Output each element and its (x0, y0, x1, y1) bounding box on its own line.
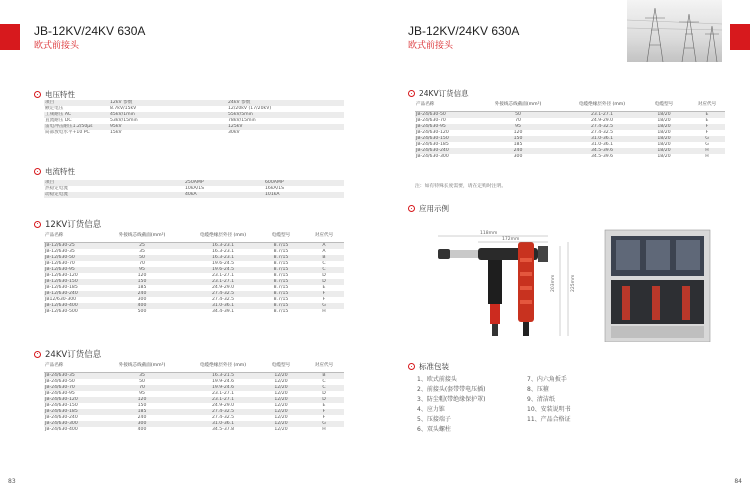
table-cell: 30kV (227, 130, 344, 136)
table-cell: 18/20 (639, 142, 689, 148)
table-cell: 8.7/15 (258, 309, 304, 315)
column-header: 外接线芯线截面(mm²) (96, 361, 188, 372)
table-cell: A (304, 249, 344, 255)
table-cell: 50 (96, 255, 188, 261)
table-row (415, 154, 725, 160)
packing-list-col1 (417, 375, 486, 435)
table-cell: D (304, 279, 344, 285)
table-cell: JB-24/630-400 (44, 427, 96, 433)
table-cell: 27.4-32.5 (565, 130, 639, 136)
table-cell: JB-24/630-50 (44, 379, 96, 385)
table-cell: JB12/630-300 (44, 297, 96, 303)
table-cell: C (304, 379, 344, 385)
table-cell: E (689, 118, 725, 124)
current-section-heading (34, 166, 75, 177)
table-cell: 8.7/15 (258, 297, 304, 303)
packing-item: 3、防尘帽(带绝缘保护罩) (417, 396, 486, 403)
power-tower-icon (627, 0, 722, 62)
table-cell: 31.0-36.1 (188, 421, 258, 427)
packing-list-col2 (527, 375, 571, 425)
table-cell: 16.3-23.1 (188, 249, 258, 255)
table-cell: JB-24/630-185 (44, 409, 96, 415)
table-cell: 动稳定电流 (44, 192, 184, 198)
table-cell: 18/20 (639, 118, 689, 124)
table-cell: 直流耐压 DC (44, 118, 109, 124)
table-cell: JB-24/630-185 (415, 142, 471, 148)
table-cell: 50 (96, 379, 188, 385)
table-cell: 19.9-24.6 (188, 379, 258, 385)
table-cell: 12/20 (258, 403, 304, 409)
table-cell: 120 (96, 397, 188, 403)
table-cell: 125kV (227, 124, 344, 130)
table-cell: 18/20 (639, 111, 689, 118)
table-cell: 600AMP (264, 180, 344, 186)
section-title: 电流特性 (45, 167, 75, 176)
table-cell: 15kV (109, 130, 227, 136)
table-cell: 150 (471, 136, 565, 142)
application-diagram (390, 222, 735, 342)
page-number: 83 (8, 478, 16, 485)
table-cell: 8.7/15 (258, 242, 304, 249)
current-table (44, 180, 344, 198)
table-cell: 31.0-36.1 (188, 303, 258, 309)
table-cell: C (304, 267, 344, 273)
table-cell: G (689, 136, 725, 142)
section-title: 24KV订货信息 (45, 350, 102, 360)
table-cell: 8.7/15 (258, 267, 304, 273)
kv12-section-heading (34, 218, 101, 230)
table-cell: 185 (96, 409, 188, 415)
table-cell: F (304, 415, 344, 421)
packing-item: 7、内六角扳手 (527, 376, 567, 383)
table-cell: 23.1-27.1 (188, 279, 258, 285)
table-cell: D (304, 391, 344, 397)
section-title: 电压特性 (45, 90, 75, 99)
table-cell: F (689, 124, 725, 130)
table-row (44, 427, 344, 433)
table-cell: JB-12/630-400 (44, 303, 96, 309)
table-cell: 12/20 (258, 409, 304, 415)
table-cell: 150 (96, 403, 188, 409)
table-cell: 项目 (44, 180, 184, 186)
column-header: 对应代号 (304, 361, 344, 372)
table-cell: 24.9-29.0 (565, 118, 639, 124)
table-cell: 185 (96, 285, 188, 291)
table-cell: A (304, 242, 344, 249)
table-cell: 27.4-32.5 (188, 297, 258, 303)
dim-label: 203mm (551, 274, 556, 292)
bullet-circle-icon (408, 363, 415, 370)
column-header: 电缆型号 (639, 100, 689, 111)
table-cell: 120 (471, 130, 565, 136)
table-cell: 250AMP (184, 180, 264, 186)
table-cell: F (304, 297, 344, 303)
table-cell: 25 (96, 242, 188, 249)
bullet-circle-icon (34, 221, 41, 228)
table-cell: B (304, 255, 344, 261)
packing-item: 9、清洁纸 (527, 396, 555, 403)
table-cell: 31.0-36.1 (565, 136, 639, 142)
table-cell: JB-12/630-185 (44, 285, 96, 291)
table-cell: 34.4-39.1 (188, 309, 258, 315)
column-header: 电缆绝缘层外径 (mm) (565, 100, 639, 111)
table-cell: 70 (96, 261, 188, 267)
table-cell: JB-24/630-70 (415, 118, 471, 124)
table-cell: 95 (471, 124, 565, 130)
table-cell: 19.6-24.5 (188, 267, 258, 273)
section-title: 标准包装 (419, 362, 449, 371)
table-cell: 8.7/15 (258, 273, 304, 279)
table-cell: JB-24/630-150 (415, 136, 471, 142)
table-cell: 18/20 (639, 154, 689, 160)
table-cell: 70 (471, 118, 565, 124)
power-tower-photo (627, 0, 722, 62)
packing-item: 5、压接端子 (417, 416, 451, 423)
table-cell: G (689, 142, 725, 148)
table-row (44, 309, 344, 315)
application-section-heading (408, 203, 449, 214)
table-cell: 18/20 (639, 136, 689, 142)
table-cell: 额定电压 (44, 106, 109, 112)
page-number: 84 (734, 478, 742, 485)
table-cell: 10kA/1S (184, 186, 264, 192)
table-cell: 70 (96, 385, 188, 391)
bullet-circle-icon (34, 91, 41, 98)
table-cell: JB-24/630-120 (415, 130, 471, 136)
table-cell: G (304, 303, 344, 309)
table-cell: 300 (471, 154, 565, 160)
page-subtitle: 欧式前接头 (34, 41, 80, 51)
table-cell: JB-12/630-150 (44, 279, 96, 285)
table-cell: 项目 (44, 100, 109, 106)
column-header: 电缆型号 (258, 361, 304, 372)
table-cell: 局部放电水平+10 PC (44, 130, 109, 136)
table-cell: H (689, 154, 725, 160)
table-cell: 16.3-23.1 (188, 242, 258, 249)
table-cell: 300 (96, 421, 188, 427)
table-cell: 23.1-27.1 (565, 111, 639, 118)
table-cell: 24.9-29.0 (188, 285, 258, 291)
table-cell: H (689, 148, 725, 154)
table-cell: JB-12/630-35 (44, 249, 96, 255)
page-title: JB-12KV/24KV 630A (34, 24, 146, 38)
packing-item: 8、压箍 (527, 386, 549, 393)
table-cell: F (304, 291, 344, 297)
table-cell: 8.7/15 (258, 249, 304, 255)
table-cell: 45kV/1min (109, 112, 227, 118)
column-header: 电缆绝缘层外径 (mm) (188, 361, 258, 372)
table-cell: 78kV/15min (227, 118, 344, 124)
table-cell: JB-24/630-95 (415, 124, 471, 130)
table-cell: 12/20 (258, 427, 304, 433)
table-row (44, 192, 344, 198)
table-cell: 27.4-32.5 (188, 291, 258, 297)
table-cell: 27.4-32.5 (188, 409, 258, 415)
section-title: 应用示例 (419, 204, 449, 213)
table-cell: JB-24/630-300 (415, 154, 471, 160)
table-cell: 12/20 (258, 391, 304, 397)
table-cell: 18/20 (639, 130, 689, 136)
table-cell: 53kV/15min (109, 118, 227, 124)
table-cell: 热稳定电流 (44, 186, 184, 192)
table-cell: JB-12/630-70 (44, 261, 96, 267)
table-cell: JB-12/630-120 (44, 273, 96, 279)
column-header: 外接线芯线截面(mm²) (96, 231, 188, 242)
table-cell: JB-24/630-120 (44, 397, 96, 403)
table-cell: 500 (96, 309, 188, 315)
table-cell: C (304, 261, 344, 267)
table-cell: 24.9-29.0 (188, 403, 258, 409)
table-cell: 240 (471, 148, 565, 154)
table-cell: 12/20 (258, 397, 304, 403)
table-cell: 12/20 (258, 421, 304, 427)
table-cell: JB-24/630-150 (44, 403, 96, 409)
table-cell: E (304, 403, 344, 409)
packing-item: 10、安装说明书 (527, 406, 571, 413)
table-cell: E (689, 111, 725, 118)
table-cell: 18/20 (639, 148, 689, 154)
table-cell: 18/20 (639, 124, 689, 130)
table-cell: JB-24/630-70 (44, 385, 96, 391)
table-cell: G (304, 421, 344, 427)
table-cell: 8.7/15 (258, 261, 304, 267)
table-cell: 95kV (109, 124, 227, 130)
table-cell: 8.7/15 (258, 279, 304, 285)
table-cell: 40kA (184, 192, 264, 198)
table-cell: JB-24/630-35 (44, 372, 96, 379)
table-header-row (44, 361, 344, 372)
table-cell: 35 (96, 249, 188, 255)
table-cell: JB-24/630-240 (415, 148, 471, 154)
table-cell: 12/20kV (17/20kV) (227, 106, 344, 112)
table-cell: D (304, 273, 344, 279)
kv24-order-table (415, 100, 725, 160)
column-header: 产品名称 (44, 361, 96, 372)
section-title: 12KV订货信息 (45, 220, 102, 230)
section-title: 24KV订货信息 (419, 89, 469, 98)
table-cell: 34.5-39.6 (565, 154, 639, 160)
page-tab-marker (730, 24, 750, 50)
table-cell: JB-24/630-300 (44, 421, 96, 427)
bullet-circle-icon (408, 90, 415, 97)
page-tab-marker (0, 24, 20, 50)
dim-label: 172mm (502, 237, 520, 242)
kv24-section-heading (34, 348, 101, 360)
table-cell: 240 (96, 415, 188, 421)
table-cell: 12/20 (258, 385, 304, 391)
dim-label: 118mm (480, 231, 498, 236)
table-cell: 8.7/15 (258, 285, 304, 291)
table-cell: 240 (96, 291, 188, 297)
table-cell: 185 (471, 142, 565, 148)
table-cell: H (304, 309, 344, 315)
table-cell: 95 (96, 391, 188, 397)
column-header: 产品名称 (44, 231, 96, 242)
table-cell: 12/20 (258, 372, 304, 379)
page-title: JB-12KV/24KV 630A (408, 24, 520, 38)
bullet-circle-icon (408, 205, 415, 212)
table-cell: 400 (96, 303, 188, 309)
table-cell: 27.4-32.5 (188, 415, 258, 421)
dim-label: 225mm (571, 274, 576, 292)
packing-item: 11、产品合格证 (527, 416, 571, 423)
table-cell: F (304, 409, 344, 415)
packing-item: 4、应力锥 (417, 406, 445, 413)
table-cell: 34.5-39.6 (565, 148, 639, 154)
column-header: 产品名称 (415, 100, 471, 111)
table-cell: JB-12/630-25 (44, 242, 96, 249)
table-header-row (44, 231, 344, 242)
switchgear-cabinet-drawing (605, 230, 710, 342)
table-cell: JB-12/630-50 (44, 255, 96, 261)
packing-item: 1、欧式前接头 (417, 376, 457, 383)
table-cell: 31.0-36.1 (565, 142, 639, 148)
table-cell: 34.5-37.8 (188, 427, 258, 433)
packing-section-heading (408, 361, 449, 372)
table-cell: JB-24/630-95 (44, 391, 96, 397)
table-cell: H (304, 427, 344, 433)
table-cell: JB-12/630-500 (44, 309, 96, 315)
table-cell: 19.9-24.6 (188, 385, 258, 391)
table-cell: 300 (96, 297, 188, 303)
right-page (375, 0, 750, 489)
packing-item: 2、前接头(套带带电压插) (417, 386, 486, 393)
voltage-table (44, 100, 344, 136)
table-cell: 24kV 参数 (227, 100, 344, 106)
bullet-circle-icon (34, 168, 41, 175)
table-cell: C (304, 385, 344, 391)
table-cell: JB-12/630-240 (44, 291, 96, 297)
kv12-order-table (44, 231, 344, 315)
table-cell: 16.3-23.1 (188, 255, 258, 261)
table-cell: E (304, 285, 344, 291)
column-header: 对应代号 (304, 231, 344, 242)
table-cell: 95 (96, 267, 188, 273)
column-header: 对应代号 (689, 100, 725, 111)
table-cell: JB-24/630-240 (44, 415, 96, 421)
table-header-row (415, 100, 725, 111)
table-cell: 35 (96, 372, 188, 379)
packing-item: 6、双头螺柱 (417, 426, 451, 433)
table-cell: 400 (96, 427, 188, 433)
table-cell: 23.1-27.1 (188, 391, 258, 397)
kv24-section-heading (408, 88, 469, 99)
table-cell: B (304, 372, 344, 379)
table-cell: 23.1-27.1 (188, 273, 258, 279)
voltage-section-heading (34, 89, 75, 100)
connector-drawing (438, 242, 548, 336)
column-header: 外接线芯线截面(mm²) (471, 100, 565, 111)
table-cell: 120 (96, 273, 188, 279)
table-cell: F (689, 130, 725, 136)
bullet-circle-icon (34, 351, 41, 358)
table-cell: 雷电冲击耐压1.2/50μs (44, 124, 109, 130)
table-cell: 8.7kV/15kV (109, 106, 227, 112)
table-cell: 55kV/5min (227, 112, 344, 118)
table-cell: JB-24/630-50 (415, 111, 471, 118)
table-cell: 12/20 (258, 379, 304, 385)
table-cell: D (304, 397, 344, 403)
table-cell: 工频耐压 AC (44, 112, 109, 118)
table-cell: 8.7/15 (258, 291, 304, 297)
table-cell: 19.6-24.5 (188, 261, 258, 267)
table-row (44, 130, 344, 136)
table-cell: 101kA (264, 192, 344, 198)
table-cell: 16.3-21.5 (188, 372, 258, 379)
table-cell: 8.7/15 (258, 255, 304, 261)
column-header: 电缆绝缘层外径 (mm) (188, 231, 258, 242)
page-subtitle: 欧式前接头 (408, 41, 454, 51)
column-header: 电缆型号 (258, 231, 304, 242)
table-cell: 150 (96, 279, 188, 285)
table-cell: 23.1-27.1 (188, 397, 258, 403)
table-cell: 27.4-32.5 (565, 124, 639, 130)
table-cell: 16kA/1S (264, 186, 344, 192)
table-cell: 12kV 参数 (109, 100, 227, 106)
table-cell: 12/20 (258, 415, 304, 421)
table-cell: JB-12/630-95 (44, 267, 96, 273)
table-cell: 8.7/15 (258, 303, 304, 309)
order-note: 注：如有特殊长度需要，请在定购时注明。 (415, 184, 507, 189)
kv24-order-table (44, 361, 344, 433)
table-cell: 50 (471, 111, 565, 118)
